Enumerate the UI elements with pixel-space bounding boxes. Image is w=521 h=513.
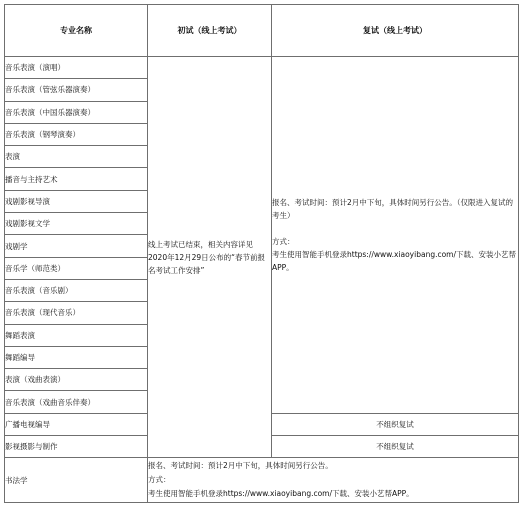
major-name: 书法学 <box>5 458 148 503</box>
major-name: 舞蹈表演 <box>5 324 148 346</box>
major-name: 戏剧影视导演 <box>5 190 148 212</box>
major-name: 广播电视编导 <box>5 413 148 435</box>
major-name: 音乐表演（戏曲音乐伴奏） <box>5 391 148 413</box>
table-row <box>5 57 519 79</box>
major-name: 播音与主持艺术 <box>5 168 148 190</box>
no-retest-note: 不组织复试 <box>272 413 519 435</box>
header-prelim: 初试（线上考试） <box>148 5 272 57</box>
retest-method-label: 方式： <box>272 236 295 246</box>
no-retest-note: 不组织复试 <box>272 436 519 458</box>
table-row <box>5 458 519 503</box>
shufa-method: 考生使用智能手机登录https://www.xiaoyibang.com/下载、安装小艺帮APP。 <box>148 489 414 499</box>
major-name: 音乐表演（音乐剧） <box>5 279 148 301</box>
shufa-time: 报名、考试时间：预计2月中下旬，具体时间另行公告。 <box>148 461 333 471</box>
major-name: 音乐学（师范类） <box>5 257 148 279</box>
major-name: 表演（戏曲表演） <box>5 369 148 391</box>
header-retest: 复试（线上考试） <box>272 5 519 57</box>
retest-info <box>272 57 519 414</box>
prelim-info: 线上考试已结束，相关内容详见2020年12月29日公布的“春节前报名考试工作安排” <box>148 57 272 458</box>
major-name: 戏剧学 <box>5 235 148 257</box>
header-row <box>5 5 519 57</box>
exam-schedule-table <box>4 4 519 503</box>
major-name: 音乐表演（现代音乐） <box>5 302 148 324</box>
retest-method: 考生使用智能手机登录https://www.xiaoyibang.com/下载、安装小艺帮APP。 <box>272 249 517 272</box>
major-name: 表演 <box>5 146 148 168</box>
major-name: 音乐表演（中国乐器演奏） <box>5 101 148 123</box>
retest-time: 报名、考试时间：预计2月中下旬，具体时间另行公告。（仅限进入复试的考生） <box>272 197 514 220</box>
major-name: 舞蹈编导 <box>5 346 148 368</box>
major-name: 音乐表演（钢琴演奏） <box>5 123 148 145</box>
header-major: 专业名称 <box>5 5 148 57</box>
major-name: 戏剧影视文学 <box>5 213 148 235</box>
major-name: 音乐表演（管弦乐器演奏） <box>5 79 148 101</box>
major-name: 影视摄影与制作 <box>5 436 148 458</box>
shufa-method-label: 方式： <box>148 475 171 485</box>
shufa-info <box>148 458 519 503</box>
major-name: 音乐表演（演唱） <box>5 57 148 79</box>
